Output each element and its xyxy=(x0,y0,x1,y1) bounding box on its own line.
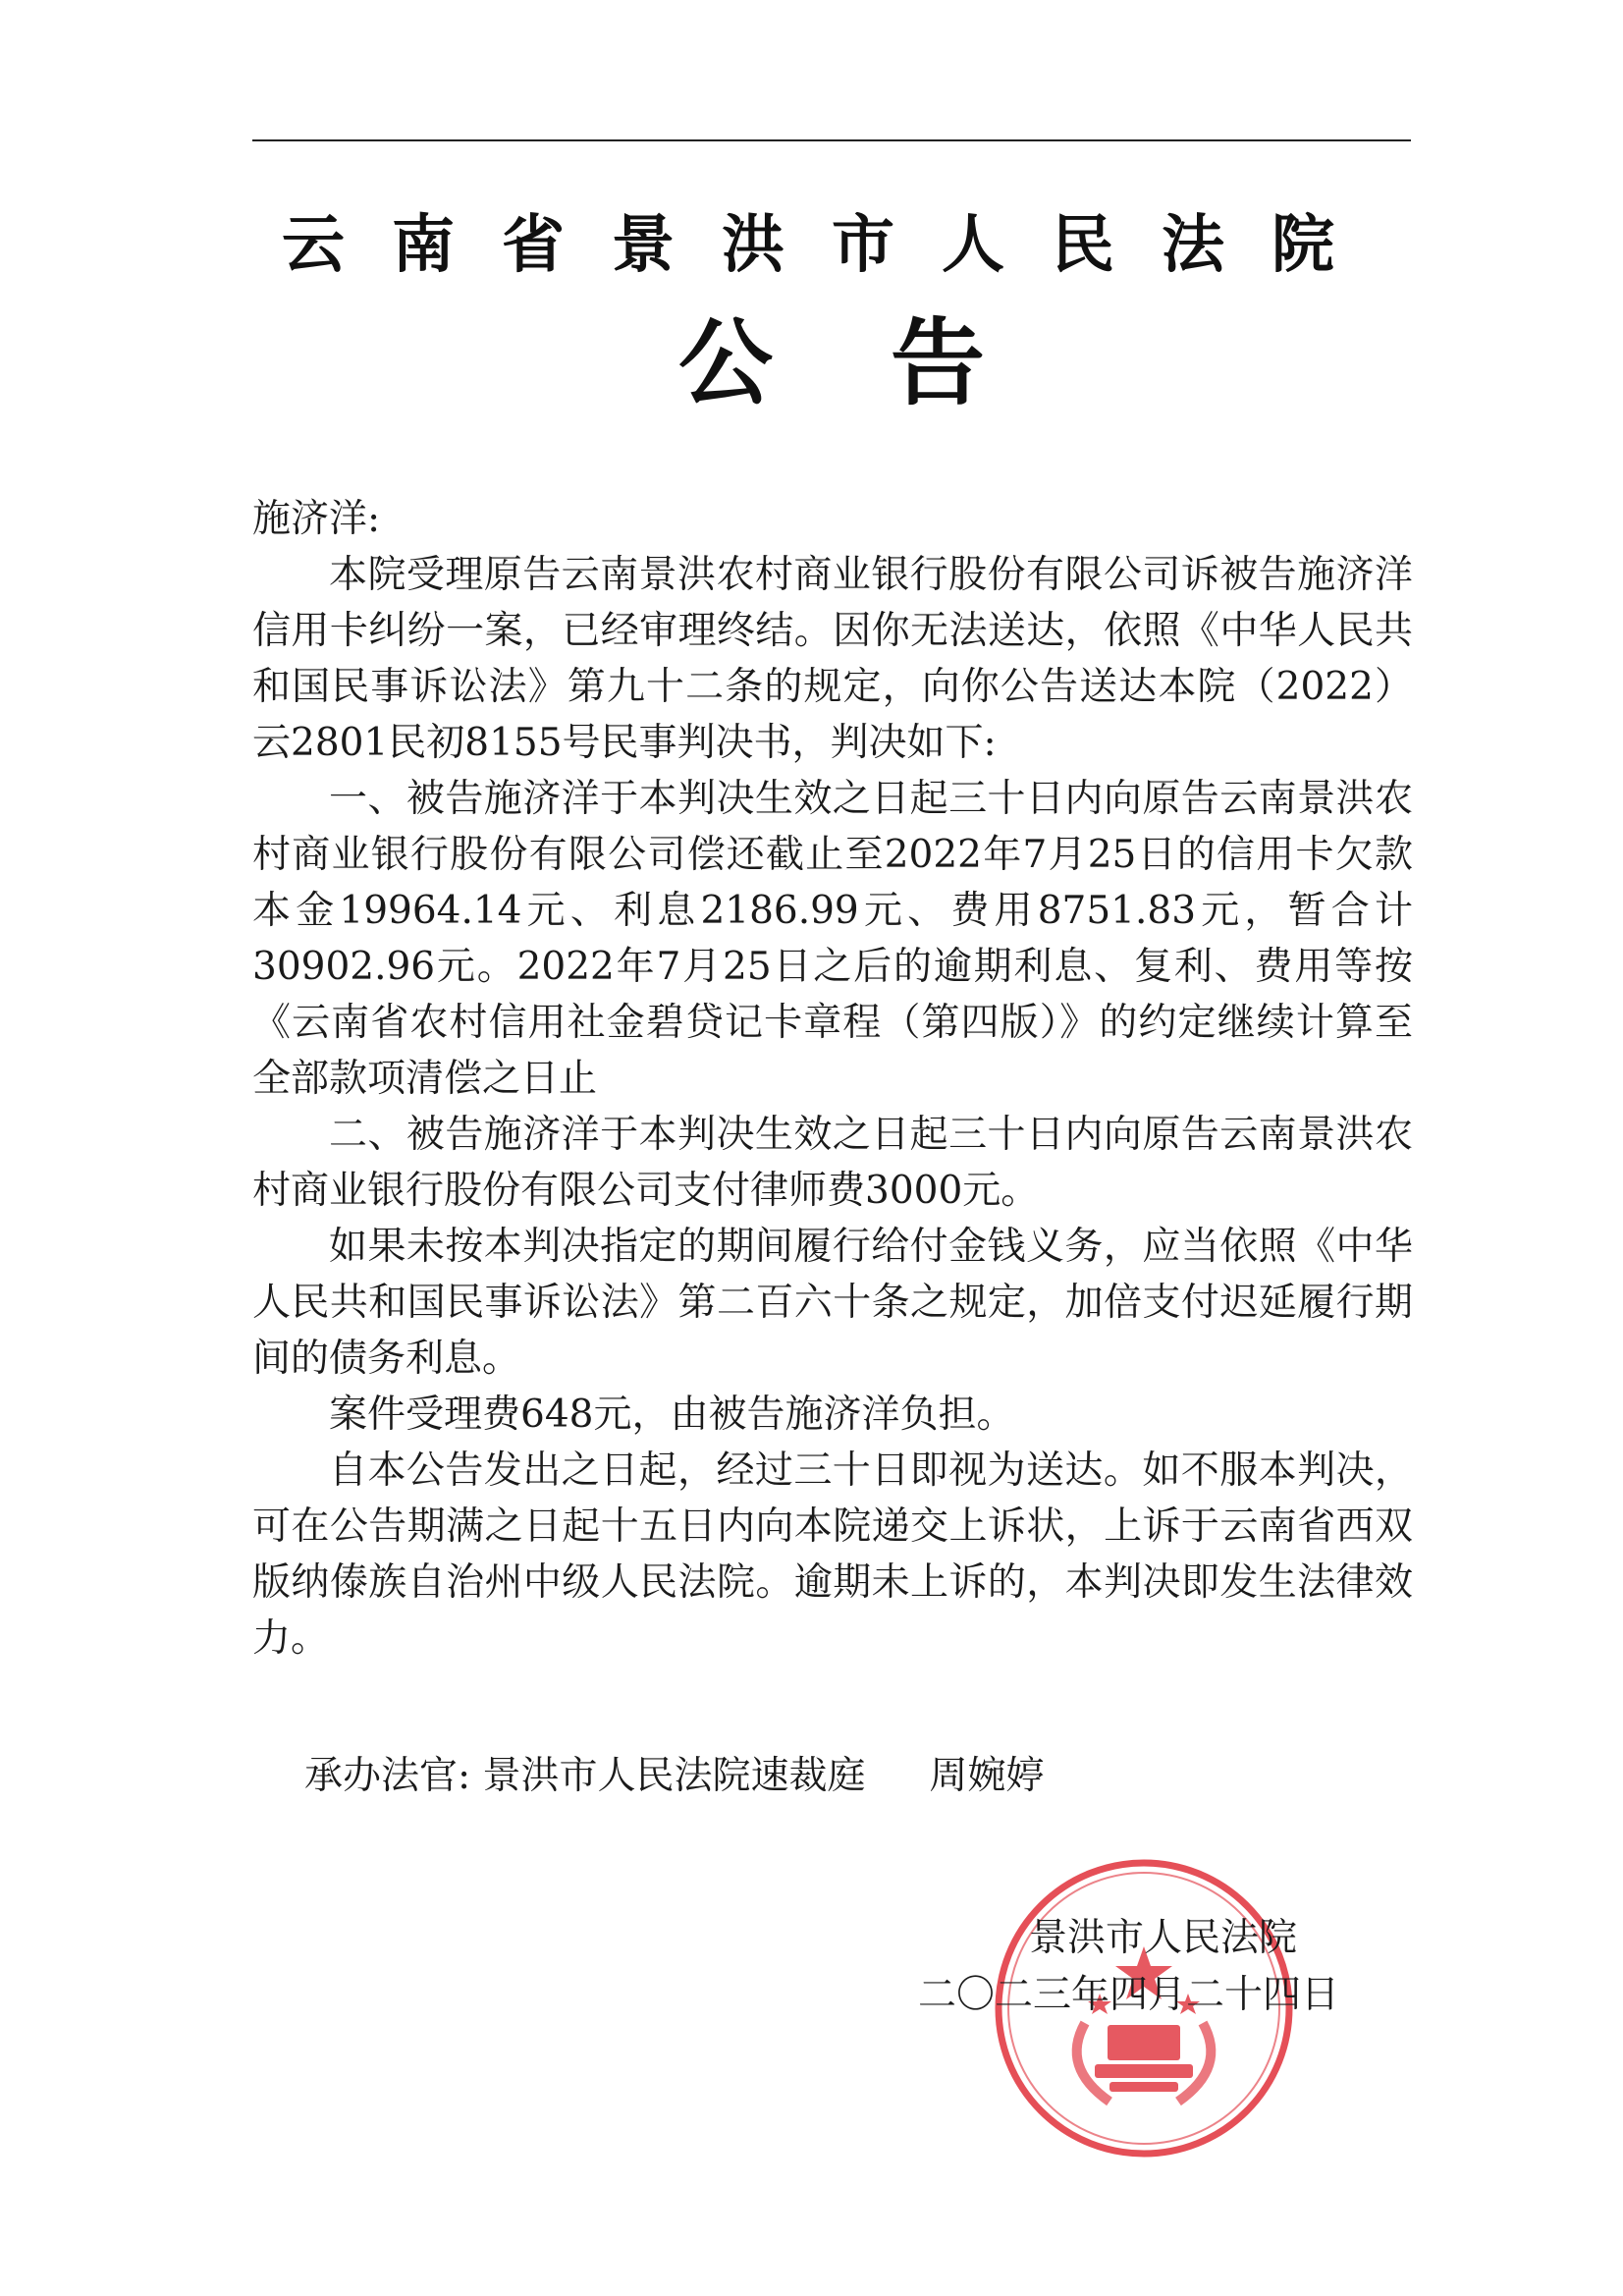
intro-paragraph: 本院受理原告云南景洪农村商业银行股份有限公司诉被告施济洋信用卡纠纷一案，已经审理终结。因你无法送达，依照《中华人民共和国民事诉讼法》第九十二条的规定，向你公告送达本院（2022）云2801民初8155号民事判决书，判决如下: xyxy=(252,553,1413,765)
presiding-judge xyxy=(304,1748,1044,1804)
notice-date: 二〇二三年四月二十四日 xyxy=(918,1973,1340,2017)
signing-court: 景洪市人民法院 xyxy=(1029,1916,1298,1960)
appeal-paragraph: 自本公告发出之日起，经过三十日即视为送达。如不服本判决，可在公告期满之日起十五日内向本院递交上诉状，上诉于云南省西双版纳傣族自治州中级人民法院。逾期未上诉的，本判决即发生法律效力。 xyxy=(252,1449,1413,1661)
case-fee-paragraph: 案件受理费648元，由被告施济洋负担。 xyxy=(329,1393,1015,1437)
addressee: 施济洋: xyxy=(252,497,381,541)
notice-body xyxy=(252,491,1413,1667)
judgment-item-2: 二、被告施济洋于本判决生效之日起三十日内向原告云南景洪农村商业银行股份有限公司支付律师费3000元。 xyxy=(252,1113,1413,1213)
delay-interest-paragraph: 如果未按本判决指定的期间履行给付金钱义务，应当依照《中华人民共和国民事诉讼法》第二百六十条之规定，加倍支付迟延履行期间的债务利息。 xyxy=(252,1225,1413,1381)
judgment-item-1: 一、被告施济洋于本判决生效之日起三十日内向原告云南景洪农村商业银行股份有限公司偿还截止至2022年7月25日的信用卡欠款本金19964.14元、利息2186.99元、费用8751.83元，暂合计30902.96元。2022年7月25日之后的逾期利息、复利、费用等按《云南省农村信用社金碧贷记卡章程（第四版）》的约定继续计算至全部款项清偿之日止 xyxy=(252,777,1413,1101)
judge-label: 承办法官: xyxy=(304,1754,471,1798)
judge-department: 景洪市人民法院速裁庭 xyxy=(482,1754,866,1798)
court-name: 云南省景洪市人民法院 xyxy=(282,209,1381,282)
judge-name: 周婉婷 xyxy=(929,1754,1045,1798)
header-rule xyxy=(252,139,1411,141)
document-title: 公告 xyxy=(678,308,1103,418)
